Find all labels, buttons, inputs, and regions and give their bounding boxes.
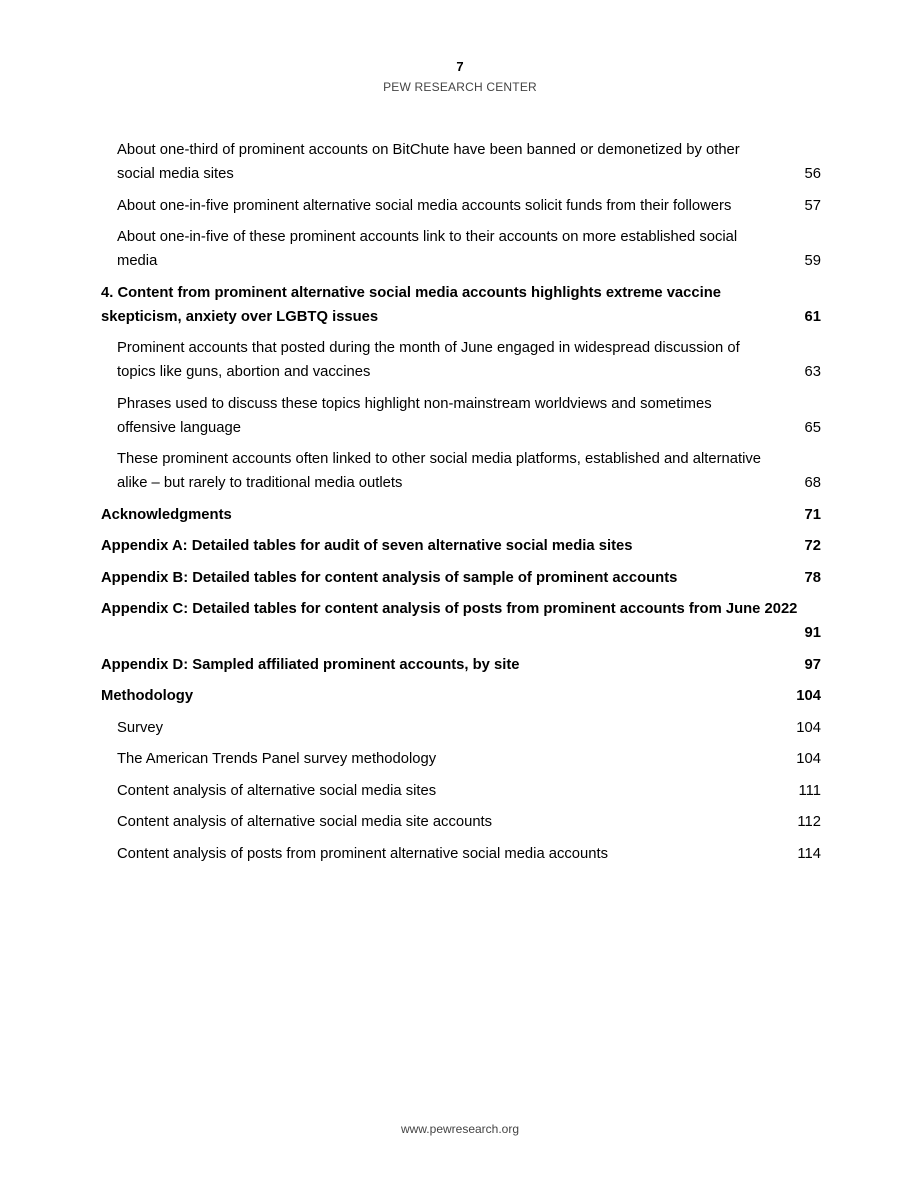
toc-entry[interactable] — [101, 747, 821, 771]
toc-entry-title: The American Trends Panel survey methodology — [117, 751, 437, 767]
toc-entry[interactable] — [101, 138, 821, 186]
toc-entry-page: 59 — [804, 253, 821, 269]
toc-entry-title: Content analysis of posts from prominent alternative social media accounts — [117, 845, 609, 862]
toc-entry-page: 111 — [798, 782, 821, 799]
toc-entry[interactable] — [101, 810, 821, 834]
toc-entry-page: 104 — [796, 688, 821, 704]
toc-entry[interactable] — [101, 281, 821, 329]
toc-entry-title: Appendix C: Detailed tables for content analysis of posts from prominent accounts from June 2022 — [101, 601, 798, 617]
toc-entry-page: 63 — [804, 364, 821, 380]
page-number: 7 — [456, 59, 464, 74]
toc-entry-page: 57 — [804, 197, 821, 214]
page-footer-url: www.pewresearch.org — [400, 1122, 520, 1136]
toc-entry-page: 114 — [797, 845, 821, 862]
toc-entry-title: Methodology — [101, 688, 194, 704]
toc-entry-title: Survey — [117, 719, 164, 736]
toc-entry-title: Prominent accounts that posted during the month of June engaged in widespread discussion of topics like guns, abortion and vaccines — [117, 340, 740, 380]
toc-entry[interactable] — [101, 597, 821, 645]
toc-entry[interactable] — [101, 779, 821, 803]
toc-entry-page: 65 — [804, 419, 821, 436]
toc-entry-title: Content analysis of alternative social media site accounts — [117, 814, 493, 830]
toc-entry-page: 72 — [804, 538, 821, 554]
toc-entry[interactable] — [101, 336, 821, 384]
toc-entry[interactable] — [101, 534, 821, 558]
toc-entry-page: 71 — [804, 506, 821, 523]
toc-entry-title: About one-third of prominent accounts on BitChute have been banned or demonetized by other social media sites — [117, 142, 740, 182]
toc-entry[interactable] — [101, 194, 821, 218]
toc-entry-title: Acknowledgments — [101, 506, 232, 523]
toc-entry[interactable] — [101, 503, 821, 527]
toc-entry-page: 97 — [804, 656, 821, 673]
table-of-contents — [101, 138, 821, 873]
toc-entry[interactable] — [101, 225, 821, 273]
toc-entry-page: 104 — [796, 751, 821, 767]
toc-entry[interactable] — [101, 716, 821, 740]
org-name: PEW RESEARCH CENTER — [383, 80, 537, 94]
toc-entry-title: About one-in-five prominent alternative social media accounts solicit funds from their followers — [117, 197, 732, 214]
toc-entry-page: 56 — [804, 166, 821, 182]
toc-entry-page: 112 — [797, 814, 821, 830]
toc-entry[interactable] — [101, 566, 821, 590]
page-header — [0, 58, 920, 97]
toc-entry-title: Phrases used to discuss these topics highlight non-mainstream worldviews and sometimes offensive language — [117, 395, 712, 436]
toc-entry-title: Appendix A: Detailed tables for audit of seven alternative social media sites — [101, 538, 633, 554]
toc-entry-title: Appendix D: Sampled affiliated prominent accounts, by site — [101, 656, 520, 673]
toc-entry-title: Content analysis of alternative social media sites — [117, 782, 437, 799]
toc-entry-title: Appendix B: Detailed tables for content analysis of sample of prominent accounts — [101, 569, 678, 586]
toc-entry[interactable] — [101, 842, 821, 866]
toc-entry-title: About one-in-five of these prominent accounts link to their accounts on more established social media — [117, 229, 738, 269]
toc-entry-title: These prominent accounts often linked to other social media platforms, established and alternative alike – but rarely to traditional media outlets — [117, 451, 762, 491]
toc-entry-page: 61 — [804, 308, 821, 325]
toc-entry[interactable] — [101, 653, 821, 677]
toc-entry-page: 91 — [804, 625, 821, 641]
toc-entry-page: 78 — [804, 569, 821, 586]
toc-entry[interactable] — [101, 684, 821, 708]
toc-entry-page: 104 — [796, 719, 821, 736]
toc-entry-title: 4. Content from prominent alternative social media accounts highlights extreme vaccine skepticism, anxiety over LGBTQ issues — [101, 284, 721, 325]
toc-entry[interactable] — [101, 392, 821, 440]
toc-entry-page: 68 — [804, 475, 821, 491]
toc-entry[interactable] — [101, 447, 821, 495]
